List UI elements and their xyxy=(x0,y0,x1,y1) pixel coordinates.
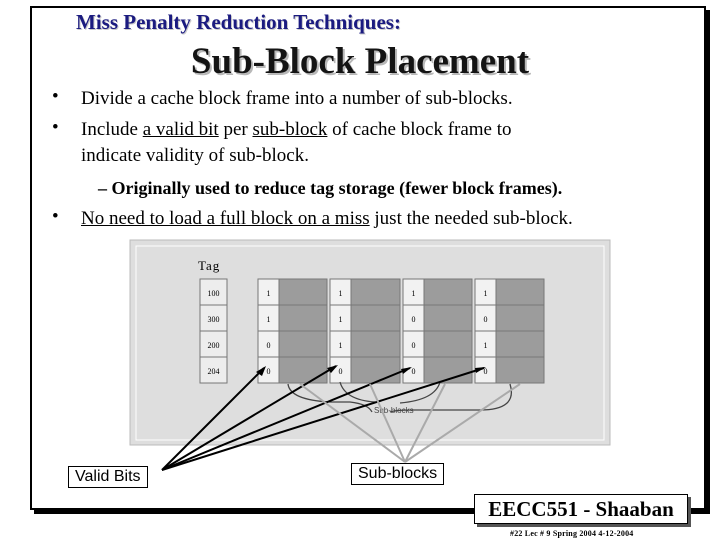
valid-bit-value: 0 xyxy=(483,315,488,324)
valid-bit-value: 1 xyxy=(266,289,271,298)
sub-block-cell xyxy=(351,279,400,305)
bullet-2-sub-block: sub-block xyxy=(252,119,328,140)
sub-block-cell xyxy=(279,331,327,357)
valid-bit-value: 1 xyxy=(483,289,488,298)
valid-bit-value: 1 xyxy=(338,315,343,324)
valid-bit-value: 1 xyxy=(266,315,271,324)
bullet-glyph: • xyxy=(52,206,59,227)
sub-blocks-label: Sub-blocks xyxy=(351,463,444,485)
bullet-2-text-a: Include xyxy=(81,119,143,140)
sub-block-cell xyxy=(424,331,472,357)
bullet-glyph: • xyxy=(52,86,59,107)
slide-header: Miss Penalty Reduction Techniques: xyxy=(76,10,401,34)
sub-block-cell xyxy=(351,305,400,331)
valid-bit-value: 1 xyxy=(338,341,343,350)
sub-block-cell xyxy=(424,279,472,305)
subblocks-inner-caption: Sub-blocks xyxy=(374,406,414,415)
sub-block-cell xyxy=(424,305,472,331)
sub-block-cell xyxy=(351,357,400,383)
valid-bit-value: 1 xyxy=(483,341,488,350)
tag-label: Tag xyxy=(198,258,221,273)
bullet-2-text-b: per xyxy=(218,119,253,140)
valid-bit-value: 1 xyxy=(411,289,416,298)
slide-title: Sub-Block Placement xyxy=(190,41,530,82)
valid-bit-value: 0 xyxy=(266,367,271,376)
tag-value: 100 xyxy=(207,289,220,298)
bullet-glyph: • xyxy=(52,117,59,138)
tag-value: 300 xyxy=(207,315,220,324)
sub-block-cell xyxy=(279,279,327,305)
bullet-3-rest: just the needed sub-block. xyxy=(369,208,573,229)
sub-block-cell xyxy=(279,357,327,383)
bullet-2-valid-bit: a valid bit xyxy=(142,119,219,140)
course-footer: EECC551 - Shaaban xyxy=(474,494,688,524)
tag-value: 204 xyxy=(207,367,220,376)
valid-bit-value: 0 xyxy=(411,315,416,324)
sub-block-cell xyxy=(351,331,400,357)
sub-bullet-1: – Originally used to reduce tag storage (fewer block frames). xyxy=(98,178,563,198)
valid-bit-value: 0 xyxy=(266,341,271,350)
bullet-2-line-2: indicate validity of sub-block. xyxy=(81,145,309,166)
sub-block-cell xyxy=(496,305,544,331)
valid-bits-label: Valid Bits xyxy=(68,466,148,488)
lecture-meta: #22 Lec # 9 Spring 2004 4-12-2004 xyxy=(510,529,634,538)
bullet-3-underlined: No need to load a full block on a miss xyxy=(81,208,370,229)
valid-bit-value: 0 xyxy=(411,341,416,350)
valid-bit-value: 0 xyxy=(411,367,416,376)
bullet-1-text: Divide a cache block frame into a number of sub-blocks. xyxy=(81,88,513,109)
bullet-2-text-c: of cache block frame to xyxy=(327,119,512,140)
valid-bit-value: 0 xyxy=(338,367,343,376)
sub-block-cell xyxy=(496,357,544,383)
valid-bit-value: 0 xyxy=(483,367,488,376)
valid-bit-value: 1 xyxy=(338,289,343,298)
sub-block-cell xyxy=(496,331,544,357)
sub-block-cell xyxy=(496,279,544,305)
sub-block-cell xyxy=(279,305,327,331)
tag-value: 200 xyxy=(207,341,220,350)
